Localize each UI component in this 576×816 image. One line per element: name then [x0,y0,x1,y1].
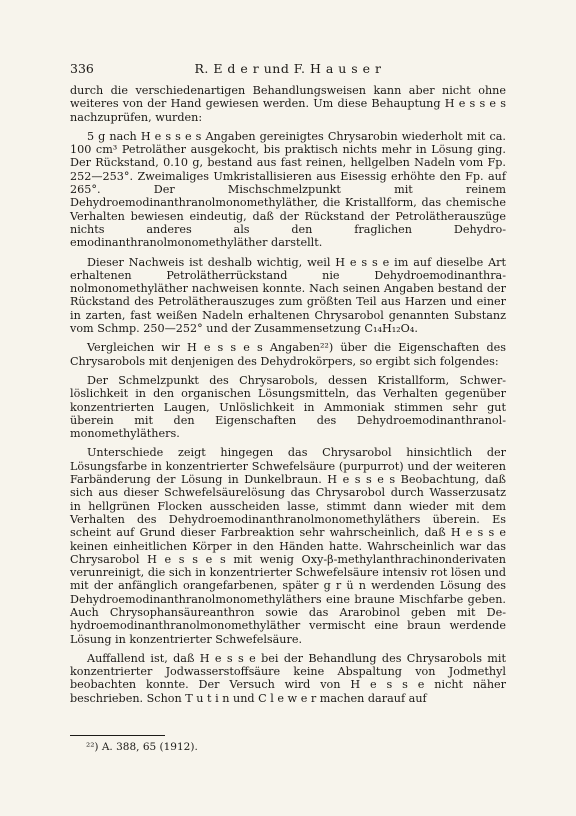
body-text [70,84,506,705]
paragraph: 5 g nach H e s s e s Angaben gereinigtes Chrysarobin wiederholt mit ca. 100 cm³ Petroläther ausgekocht, bis praktisch nichts mehr in Lösung ging. Der Rückstand, 0.10 g, bestand aus fast reinen, hellgelben Nadeln vom Fp. 252—253°. Zweimaliges Umkristallisieren aus Eisessig erhöhte den Fp. auf 265°. Der Mischschmelzpunkt mit reinem Dehydroemodinanthranolmonomethyläther, die Kristallform, das chemische Verhalten bewiesen eindeutig, daß der Rückstand der Petrolätherauszüge nichts anderes als den fraglichen Dehydroemodinanthranolmonomethyläther darstellt. [70,129,506,250]
paragraph: durch die verschiedenartigen Behandlungsweisen kann aber nicht ohne weiteres von der Hand gewiesen werden. Um diese Behauptung H e s s e s nachzuprüfen, wurden: [70,84,506,124]
paragraph: Der Schmelzpunkt des Chrysarobols, dessen Kristallform, Schwerlöslichkeit in den organischen Lösungsmitteln, das Verhalten gegenüber konzentrierten Laugen, Unlöslichkeit in Ammoniak stimmen sehr gut überein mit den Eigenschaften des Dehydroemodinanthranolmonomethyläthers. [70,373,506,441]
running-head: R. E d e r und F. H a u s e r [194,61,382,76]
footnote: ²²) A. 388, 65 (1912). [86,741,198,753]
paragraph: Unterschiede zeigt hingegen das Chrysarobol hinsichtlich der Lösungsfarbe in konzentrierter Schwefelsäure (purpurrot) und der weiteren Farbänderung der Lösung in Dunkelbraun. H e s s e s Beobachtung, daß sich aus dieser Schwefelsäurelösung das Chrysarobol durch Wasserzusatz in hellgrünen Flocken ausscheiden lasse, stimmt dann wieder mit dem Verhalten des Dehydroemodinanthranolmonomethyläthers überein. Es scheint auf Grund dieser Farbreaktion sehr wahrscheinlich, daß H e s s e keinen einheitlichen Körper in den Händen hatte. Wahrscheinlich war das Chrysarobol H e s s e s mit wenig Oxy-β-methylanthrachinonderivaten verunreinigt, die sich in konzentrierter Schwefelsäure intensiv rot lösen und mit der anfänglich orangefarbenen, später g r ü n werdenden Lösung des Dehydroemodinanthranolmonomethyläthers eine braune Mischfarbe geben. Auch Chrysophansäureanthron sowie das Ararobinol geben mit Dehydroemodinanthranolmonomethyläther vermischt eine braun werdende Lösung in konzentrierter Schwefelsäure. [70,446,506,646]
paragraph: Dieser Nachweis ist deshalb wichtig, weil H e s s e im auf dieselbe Art erhaltenen Petrolätherrückstand nie Dehydroemodinanthranolmonomethyläther nachweisen konnte. Nach seinen Angaben bestand der Rückstand des Petrolätherauszuges zum größten Teil aus Harzen und einer in zarten, fast weißen Nadeln erhaltenen Chrysarobol genannten Substanz vom Schmp. 250—252° und der Zusammensetzung C₁₄H₁₂O₄. [70,255,506,336]
paragraph: Vergleichen wir H e s s e s Angaben²²) über die Eigenschaften des Chrysarobols mit denjenigen des Dehydrokörpers, so ergibt sich folgendes: [70,341,506,368]
page-header [70,61,506,77]
footnote-rule [70,735,165,736]
paragraph: Auffallend ist, daß H e s s e bei der Behandlung des Chrysarobols mit konzentrierter Jodwasserstoffsäure keine Abspaltung von Jodmethyl beobachten konnte. Der Versuch wird von H e s s e nicht näher beschrieben. Schon T u t i n und C l e w e r machen darauf auf [70,651,506,705]
page-number: 336 [70,61,94,76]
